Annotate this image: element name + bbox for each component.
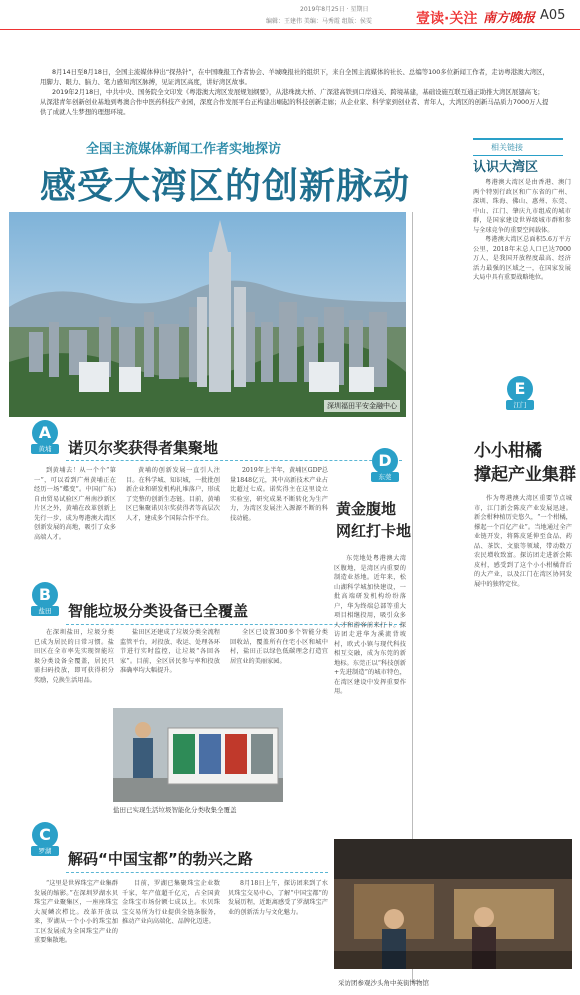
issue-date: 2019年8月25日 · 星期日	[300, 6, 369, 13]
section-name: 壹读·关注	[416, 11, 478, 27]
section-b-col1	[34, 628, 114, 806]
section-b-col3	[230, 628, 328, 704]
section-c-text1: “这里是世界珠宝产业集群发展的缩影。”在深圳罗湖水贝珠宝产业聚集区，一座座珠宝大厦鳞次栉比。改革开放以来，罗湖从一个小小的珠宝加工区发展成为全国珠宝产业的重要集散地。	[34, 880, 118, 944]
section-a-badge	[31, 420, 59, 456]
section-a-text2: 黄埔的创新发展一直引人注目。在科学城、知识城，一批批创新企业和研发机构扎堆落户，形成了完整的创新生态链。目前，黄埔区已集聚诺贝尔奖获得者等高层次人才，建成多个国际合作平台。	[126, 467, 220, 522]
page-header	[0, 0, 580, 30]
museum-photo	[334, 839, 572, 969]
section-c-badge	[31, 822, 59, 858]
section-c-col1	[34, 879, 118, 987]
section-a-letter: A	[32, 420, 58, 446]
trash-photo-caption: 盐田已实现生活垃圾智能化分类收集全覆盖	[113, 806, 237, 814]
lead-p1: 8月14日至8月18日，全国主流媒体伸出“探热针”，在中国晚报工作者协会、羊城晚报社的组织下，来自全国主流媒体的社长、总编等100多位新闻工作者，走访粤港澳大湾区，用脚力、眼力、脑力、笔力感知湾区脉搏，见证湾区高度，讲好湾区故事。	[40, 68, 549, 86]
section-c-title: 解码“中国宝都”的勃兴之路	[68, 850, 253, 868]
section-d-title-line2: 网红打卡地	[336, 522, 412, 540]
sidebar-p1: 粤港澳大湾区是由香港、澳门两个特别行政区和广东省的广州、深圳、珠海、佛山、惠州、东莞、中山、江门、肇庆九市组成的城市群，是国家建设世界级城市群和参与全球竞争的重要空间载体。	[473, 179, 571, 234]
section-a-text3: 2019年上半年，黄埔区GDP总量1848亿元，其中高新技术产业占比超过七成。诺奖得主在这里设立实验室，研究成果不断转化为生产力，为湾区发展注入源源不断的科技动能。	[230, 467, 328, 522]
section-e-letter: E	[507, 376, 533, 402]
newspaper-logo: 南方晚报	[483, 11, 536, 26]
section-c-text2: 目前，罗湖已集聚珠宝企业数千家，年产值超千亿元，占全国黄金珠宝市场份额七成以上。水贝珠宝交易所为行业提供全链条服务，推动产业向高端化、品牌化迈进。	[122, 880, 220, 925]
section-a-col3	[230, 466, 328, 574]
section-e-badge	[506, 376, 534, 412]
skyline-image	[9, 212, 406, 417]
lead-p2: 2019年2月18日，中共中央、国务院全文印发《粤港澳大湾区发展规划纲要》，从港珠澳大桥、广深港高铁到口岸通关、跨境基建，基础设施互联互通正助推大湾区展翅高飞；从深港青年创新创业基地到粤澳合作中医药科技产业园，深度合作发展平台正构建出崛起的科技创新走廊；从企业家、科学家到创业者、青年人，大湾区的创新马品质力7000万人提供了成就人生梦想的理想环境。	[40, 88, 549, 116]
museum-visit-image	[334, 839, 572, 969]
section-a-title: 诺贝尔奖获得者集聚地	[68, 439, 219, 457]
section-a-col2	[126, 466, 220, 574]
section-a-text1: 到黄埔去！从一个个“第一”，可以看到广州黄埔正在经历一场“蝶变”。中国(广东)自由贸易试验区广州南沙新区片区之外，黄埔在改革创新上先行一步，成为粤港澳大湾区创新发展的高地，吸引了众多高端人才。	[34, 467, 116, 541]
editor-credits: 编辑：王建伟 美编：马秀霞 组版：侯雯	[266, 18, 372, 25]
section-d-col	[334, 554, 406, 830]
section-e-place: 江门	[506, 400, 534, 410]
section-b-col2	[120, 628, 220, 704]
section-a-divider	[66, 460, 402, 461]
section-d-badge	[371, 448, 399, 484]
section-d-letter: D	[372, 448, 398, 474]
section-e-title-line1: 小小柑橘	[474, 441, 542, 461]
section-a-col1	[34, 466, 116, 574]
section-c-place: 罗湖	[31, 846, 59, 856]
sidebar-title: 认识大湾区	[473, 160, 539, 175]
section-e-text: 作为粤港澳大湾区重要节点城市，江门新会陈皮产业发展迅速。新会柑种植历史悠久，“一个柑橘，撑起一个百亿产业”。当地通过全产业链开发，将陈皮延伸至食品、药品、茶饮、文旅等领域，带动数万农民增收致富。探访团走进新会陈皮村，感受到了这个小小柑橘背后的大产业，以及江门在湾区协同发展中的独特定位。	[474, 495, 572, 588]
section-d-place: 东莞	[371, 472, 399, 482]
museum-photo-caption: 采访团参观沙头角中英街博物馆	[338, 979, 429, 987]
related-link-tag: 相关链接	[473, 138, 563, 156]
sidebar-p2: 粤港澳大湾区总面积5.6万平方公里，2018年末总人口已达7000万人，是我国开放程度最高、经济活力最强的区域之一，在国家发展大局中具有重要战略地位。	[473, 236, 571, 281]
section-c-text3: 8月18日上午，探访团来到了水贝珠宝交易中心，了解“中国宝都”的发展历程，近距离感受了罗湖珠宝产业的创新活力与文化魅力。	[228, 880, 328, 916]
section-b-title: 智能垃圾分类设备已全覆盖	[68, 602, 249, 620]
headline: 感受大湾区的创新脉动	[40, 166, 411, 207]
sidebar-body	[473, 178, 571, 338]
section-c-divider	[66, 872, 328, 873]
section-b-badge	[31, 582, 59, 618]
section-d-title-line1: 黄金腹地	[336, 500, 397, 518]
section-c-letter: C	[32, 822, 58, 848]
section-b-letter: B	[32, 582, 58, 608]
main-photo	[9, 212, 406, 417]
section-e-col	[474, 494, 572, 830]
section-d-text: 东莞地处粤港澳大湾区腹地，是湾区内重要的制造业基地。近年来，松山湖科学城加快建设，一批高端研发机构纷纷落户，华为终端总部等重大项目相继投用，吸引众多人才和游客前来打卡。探访团走进华为溪流背坡村，欧式小镇与现代科技相互交融，成为东莞的新地标。东莞正以“科技创新+先进制造”的城市特色，在湾区建设中发挥重要作用。	[334, 555, 406, 695]
lead-paragraph	[40, 67, 550, 117]
page-number: A05	[540, 8, 566, 23]
section-e-title-line2: 撑起产业集群	[474, 465, 576, 485]
section-b-text1: 在深圳盐田，垃圾分类已成为居民的日常习惯。盐田区在全市率先实现智能垃圾分类设备全覆盖，居民只需扫码投放，即可获得积分奖励，兑换生活用品。	[34, 629, 114, 684]
trash-bins-image	[113, 708, 283, 802]
trash-sorting-photo	[113, 708, 283, 802]
section-c-col3	[228, 879, 328, 987]
section-b-text2: 盐田区还建成了垃圾分类全流程监管平台，对投放、收运、处理各环节进行实时监控，让垃圾“各回各家”。目前，全区居民参与率和投放准确率均大幅提升。	[120, 629, 220, 674]
section-c-col2	[122, 879, 220, 987]
section-b-text3: 全区已设置300多个智能分类回收站，覆盖所有住宅小区和城中村，盐田正以绿色低碳理念打造宜居宜业的美丽家园。	[230, 629, 328, 665]
photo-caption: 深圳福田平安金融中心	[324, 400, 400, 412]
section-b-place: 盐田	[31, 606, 59, 616]
section-a-place: 黄埔	[31, 444, 59, 454]
kicker: 全国主流媒体新闻工作者实地探访	[86, 142, 282, 157]
